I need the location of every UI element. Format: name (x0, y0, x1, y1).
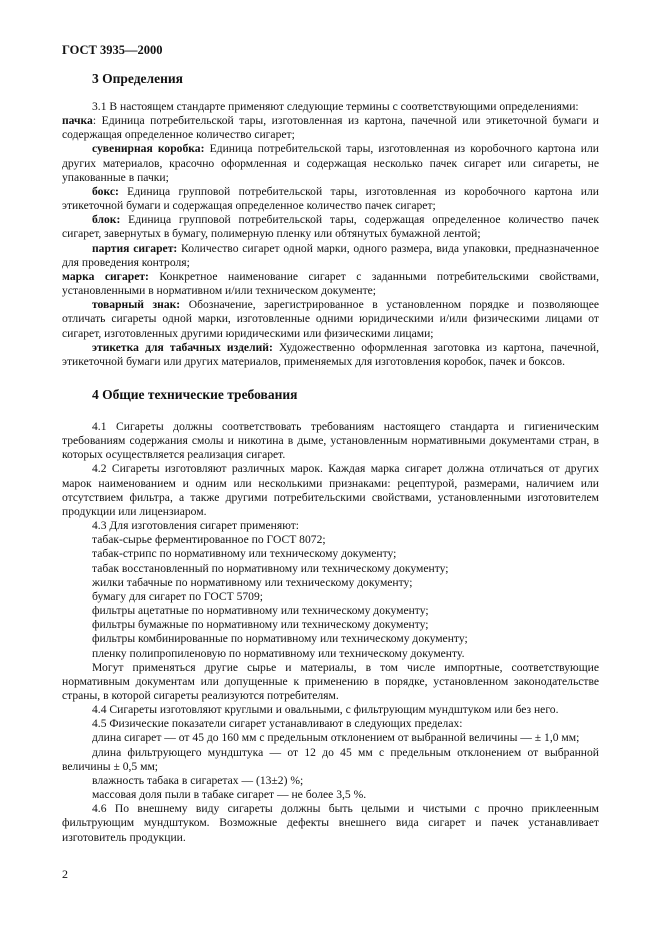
indicator-item: влажность табака в сигаретах — (13±2) %; (92, 773, 304, 787)
term-definition (62, 213, 599, 241)
term: марка сигарет: (62, 269, 149, 283)
material-item: табак-стрипс по нормативному или техническому документу; (92, 547, 397, 561)
section-3-body (62, 100, 599, 369)
definition: Количество сигарет одной марки, одного размера, вида упаковки, предназначенное для проведения контроля; (62, 241, 599, 269)
paragraph-4-5: 4.5 Физические показатели сигарет устанавливают в следующих пределах: (92, 717, 463, 731)
material-item: бумагу для сигарет по ГОСТ 5709; (92, 589, 263, 603)
paragraph-4-4: 4.4 Сигареты изготовляют круглыми и овальными, с фильтрующим мундштуком или без него. (92, 703, 559, 717)
definition: Художественно оформленная заготовка из картона, пачечной, этикеточной бумаги или других материалов, применяемых для изготовления коробок, пачек и боксов. (62, 340, 599, 368)
term-definition (62, 185, 599, 213)
definition: Единица групповой потребительской тары, изготовленная из коробочного картона или этикеточной бумаги и содержащая определенное количество пачек сигарет; (62, 184, 599, 213)
definition: Конкретное наименование сигарет с заданными потребительскими свойствами, установленными в нормативном и/или техническом документе; (62, 269, 599, 298)
definition: Единица групповой потребительской тары, содержащая определенное количество пачек сигарет, завернутых в бумагу, полимерную пленку или обтянутых бумажной лентой; (62, 213, 599, 241)
section-4-body (62, 420, 599, 845)
term-definition (62, 242, 599, 270)
material-item: фильтры бумажные по нормативному или техническому документу; (92, 618, 429, 632)
section-4-heading: 4 Общие технические требования (92, 387, 298, 402)
term: бокс: (92, 184, 119, 198)
material-item: табак восстановленный по нормативному или техническому документу; (92, 561, 449, 575)
paragraph-4-6: 4.6 По внешнему виду сигареты должны быть целыми и чистыми с прочно приклеенным фильтрующим мундштуком. Возможные дефекты внешнего вида сигарет и пачек устанавливает изготовитель продукции. (62, 802, 599, 844)
paragraph-4-2: 4.2 Сигареты изготовляют различных марок. Каждая марка сигарет должна отличаться от других марок наименованием и одним или несколькими признаками: рецептурой, размерами, наличием или отсутствием фильтра, а также другими потребительскими свойствами, установленными изготовителем продукции или лицензиаром. (62, 462, 599, 518)
definition: : Единица потребительской тары, изготовленная из картона, пачечной или этикеточной бумаги и содержащая определенное количество сигарет; (62, 114, 599, 142)
page-number: 2 (62, 867, 68, 881)
paragraph-4-3-note: Могут применяться другие сырье и материалы, в том числе импортные, соответствующие нормативным документам или допущенные к применению в порядке, установленном законодательстве страны, в которой сигареты реализуются потребителям. (62, 660, 599, 702)
term-definition (62, 114, 599, 142)
term-definition (62, 298, 599, 340)
paragraph-4-3: 4.3 Для изготовления сигарет применяют: (92, 519, 299, 533)
term-definition (62, 270, 599, 298)
term: этикетка для табачных изделий: (92, 340, 273, 354)
material-item: пленку полипропиленовую по нормативному или техническому документу. (92, 646, 465, 660)
paragraph-3-1: 3.1 В настоящем стандарте применяют следующие термины с соответствующими определениями: (92, 100, 579, 113)
indicator-item: длина фильтрующего мундштука — от 12 до 45 мм с предельным отклонением от выбранной величины ± 0,5 мм; (62, 745, 599, 773)
definition: Обозначение, зарегистрированное в установленном порядке и позволяющее отличать сигареты одной марки, изготовленные одними юридическими и/или физическими лицами от сигарет, изготовленных другими юридическими или физическими лицами; (62, 298, 599, 340)
term: сувенирная коробка: (92, 142, 205, 156)
term: товарный знак: (92, 298, 181, 312)
material-item: жилки табачные по нормативному или техническому документу; (92, 575, 413, 589)
indicator-item: длина сигарет — от 45 до 160 мм с предельным отклонением от выбранной величины — ± 1,0 мм; (92, 731, 580, 745)
term: блок: (92, 213, 121, 227)
definition: Единица потребительской тары, изготовленная из коробочного картона или других материалов, красочно оформленная и содержащая несколько пачек сигарет или сигареты, не упакованные в пачки; (62, 142, 599, 184)
section-3-heading: 3 Определения (92, 71, 183, 86)
term: партия сигарет: (92, 241, 178, 255)
material-item: табак-сырье ферментированное по ГОСТ 8072; (92, 533, 326, 547)
term-definition (62, 142, 599, 184)
paragraph-4-1: 4.1 Сигареты должны соответствовать требованиям настоящего стандарта и гигиеническим требованиям содержания смолы и никотина в дыме, установленным нормативными документами стран, в которых осуществляется реализация сигарет. (62, 420, 599, 462)
term-definition (62, 341, 599, 369)
indicator-item: массовая доля пыли в табаке сигарет — не более 3,5 %. (92, 788, 367, 802)
document-id: ГОСТ 3935—2000 (62, 43, 163, 57)
material-item: фильтры комбинированные по нормативному или техническому документу; (92, 632, 468, 646)
term: пачка (62, 114, 93, 128)
material-item: фильтры ацетатные по нормативному или техническому документу; (92, 604, 429, 618)
